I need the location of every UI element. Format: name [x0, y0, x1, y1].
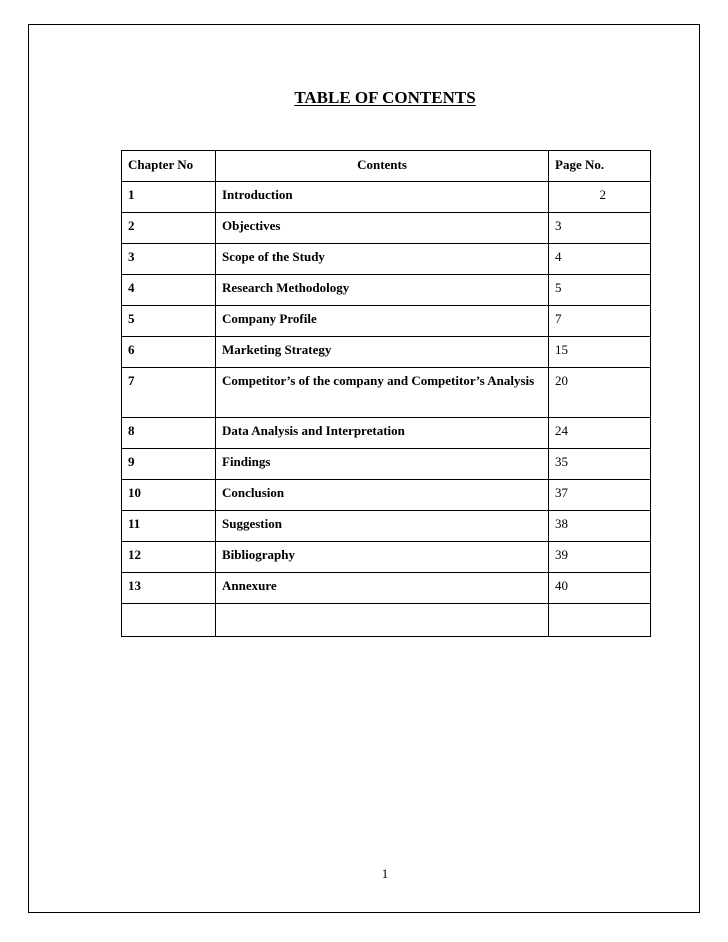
page-number-cell: 5	[549, 275, 651, 306]
page-number-cell: 35	[549, 449, 651, 480]
chapter-title: Competitor’s of the company and Competitor’s Analysis	[216, 368, 549, 418]
chapter-title: Research Methodology	[216, 275, 549, 306]
table-of-contents	[121, 150, 651, 637]
table-row	[122, 418, 651, 449]
chapter-title: Introduction	[216, 182, 549, 213]
header-contents: Contents	[216, 151, 549, 182]
page-number-cell: 37	[549, 480, 651, 511]
chapter-title: Bibliography	[216, 542, 549, 573]
chapter-number: 10	[122, 480, 216, 511]
chapter-title: Marketing Strategy	[216, 337, 549, 368]
page-number-cell: 38	[549, 511, 651, 542]
page-number-cell: 2	[549, 182, 651, 213]
chapter-number: 3	[122, 244, 216, 275]
chapter-title: Company Profile	[216, 306, 549, 337]
empty-table-row	[122, 604, 651, 637]
chapter-title: Findings	[216, 449, 549, 480]
page-number-cell: 4	[549, 244, 651, 275]
chapter-number: 1	[122, 182, 216, 213]
chapter-number: 4	[122, 275, 216, 306]
page-number-cell: 3	[549, 213, 651, 244]
chapter-title: Conclusion	[216, 480, 549, 511]
chapter-title: Annexure	[216, 573, 549, 604]
chapter-number: 13	[122, 573, 216, 604]
table-row	[122, 213, 651, 244]
table-row	[122, 573, 651, 604]
page-number-cell: 20	[549, 368, 651, 418]
table-row	[122, 449, 651, 480]
empty-cell	[549, 604, 651, 637]
chapter-title: Suggestion	[216, 511, 549, 542]
empty-cell	[216, 604, 549, 637]
table-row	[122, 275, 651, 306]
table-header-row	[122, 151, 651, 182]
table-row	[122, 511, 651, 542]
chapter-number: 11	[122, 511, 216, 542]
empty-cell	[122, 604, 216, 637]
page-number-cell: 39	[549, 542, 651, 573]
table-row	[122, 337, 651, 368]
table-row	[122, 244, 651, 275]
chapter-number: 5	[122, 306, 216, 337]
footer-page-number: 1	[381, 866, 389, 881]
table-row	[122, 542, 651, 573]
page-title: TABLE OF CONTENTS	[294, 88, 476, 107]
header-page-no: Page No.	[549, 151, 651, 182]
chapter-number: 6	[122, 337, 216, 368]
chapter-title: Scope of the Study	[216, 244, 549, 275]
table-row	[122, 306, 651, 337]
chapter-number: 12	[122, 542, 216, 573]
page-number-cell: 7	[549, 306, 651, 337]
chapter-number: 7	[122, 368, 216, 418]
table-row	[122, 480, 651, 511]
chapter-number: 2	[122, 213, 216, 244]
chapter-title: Data Analysis and Interpretation	[216, 418, 549, 449]
chapter-number: 8	[122, 418, 216, 449]
table-row	[122, 182, 651, 213]
table-row	[122, 368, 651, 418]
chapter-number: 9	[122, 449, 216, 480]
chapter-title: Objectives	[216, 213, 549, 244]
page-number-cell: 15	[549, 337, 651, 368]
page-number-cell: 24	[549, 418, 651, 449]
page-number-cell: 40	[549, 573, 651, 604]
header-chapter-no: Chapter No	[122, 151, 216, 182]
